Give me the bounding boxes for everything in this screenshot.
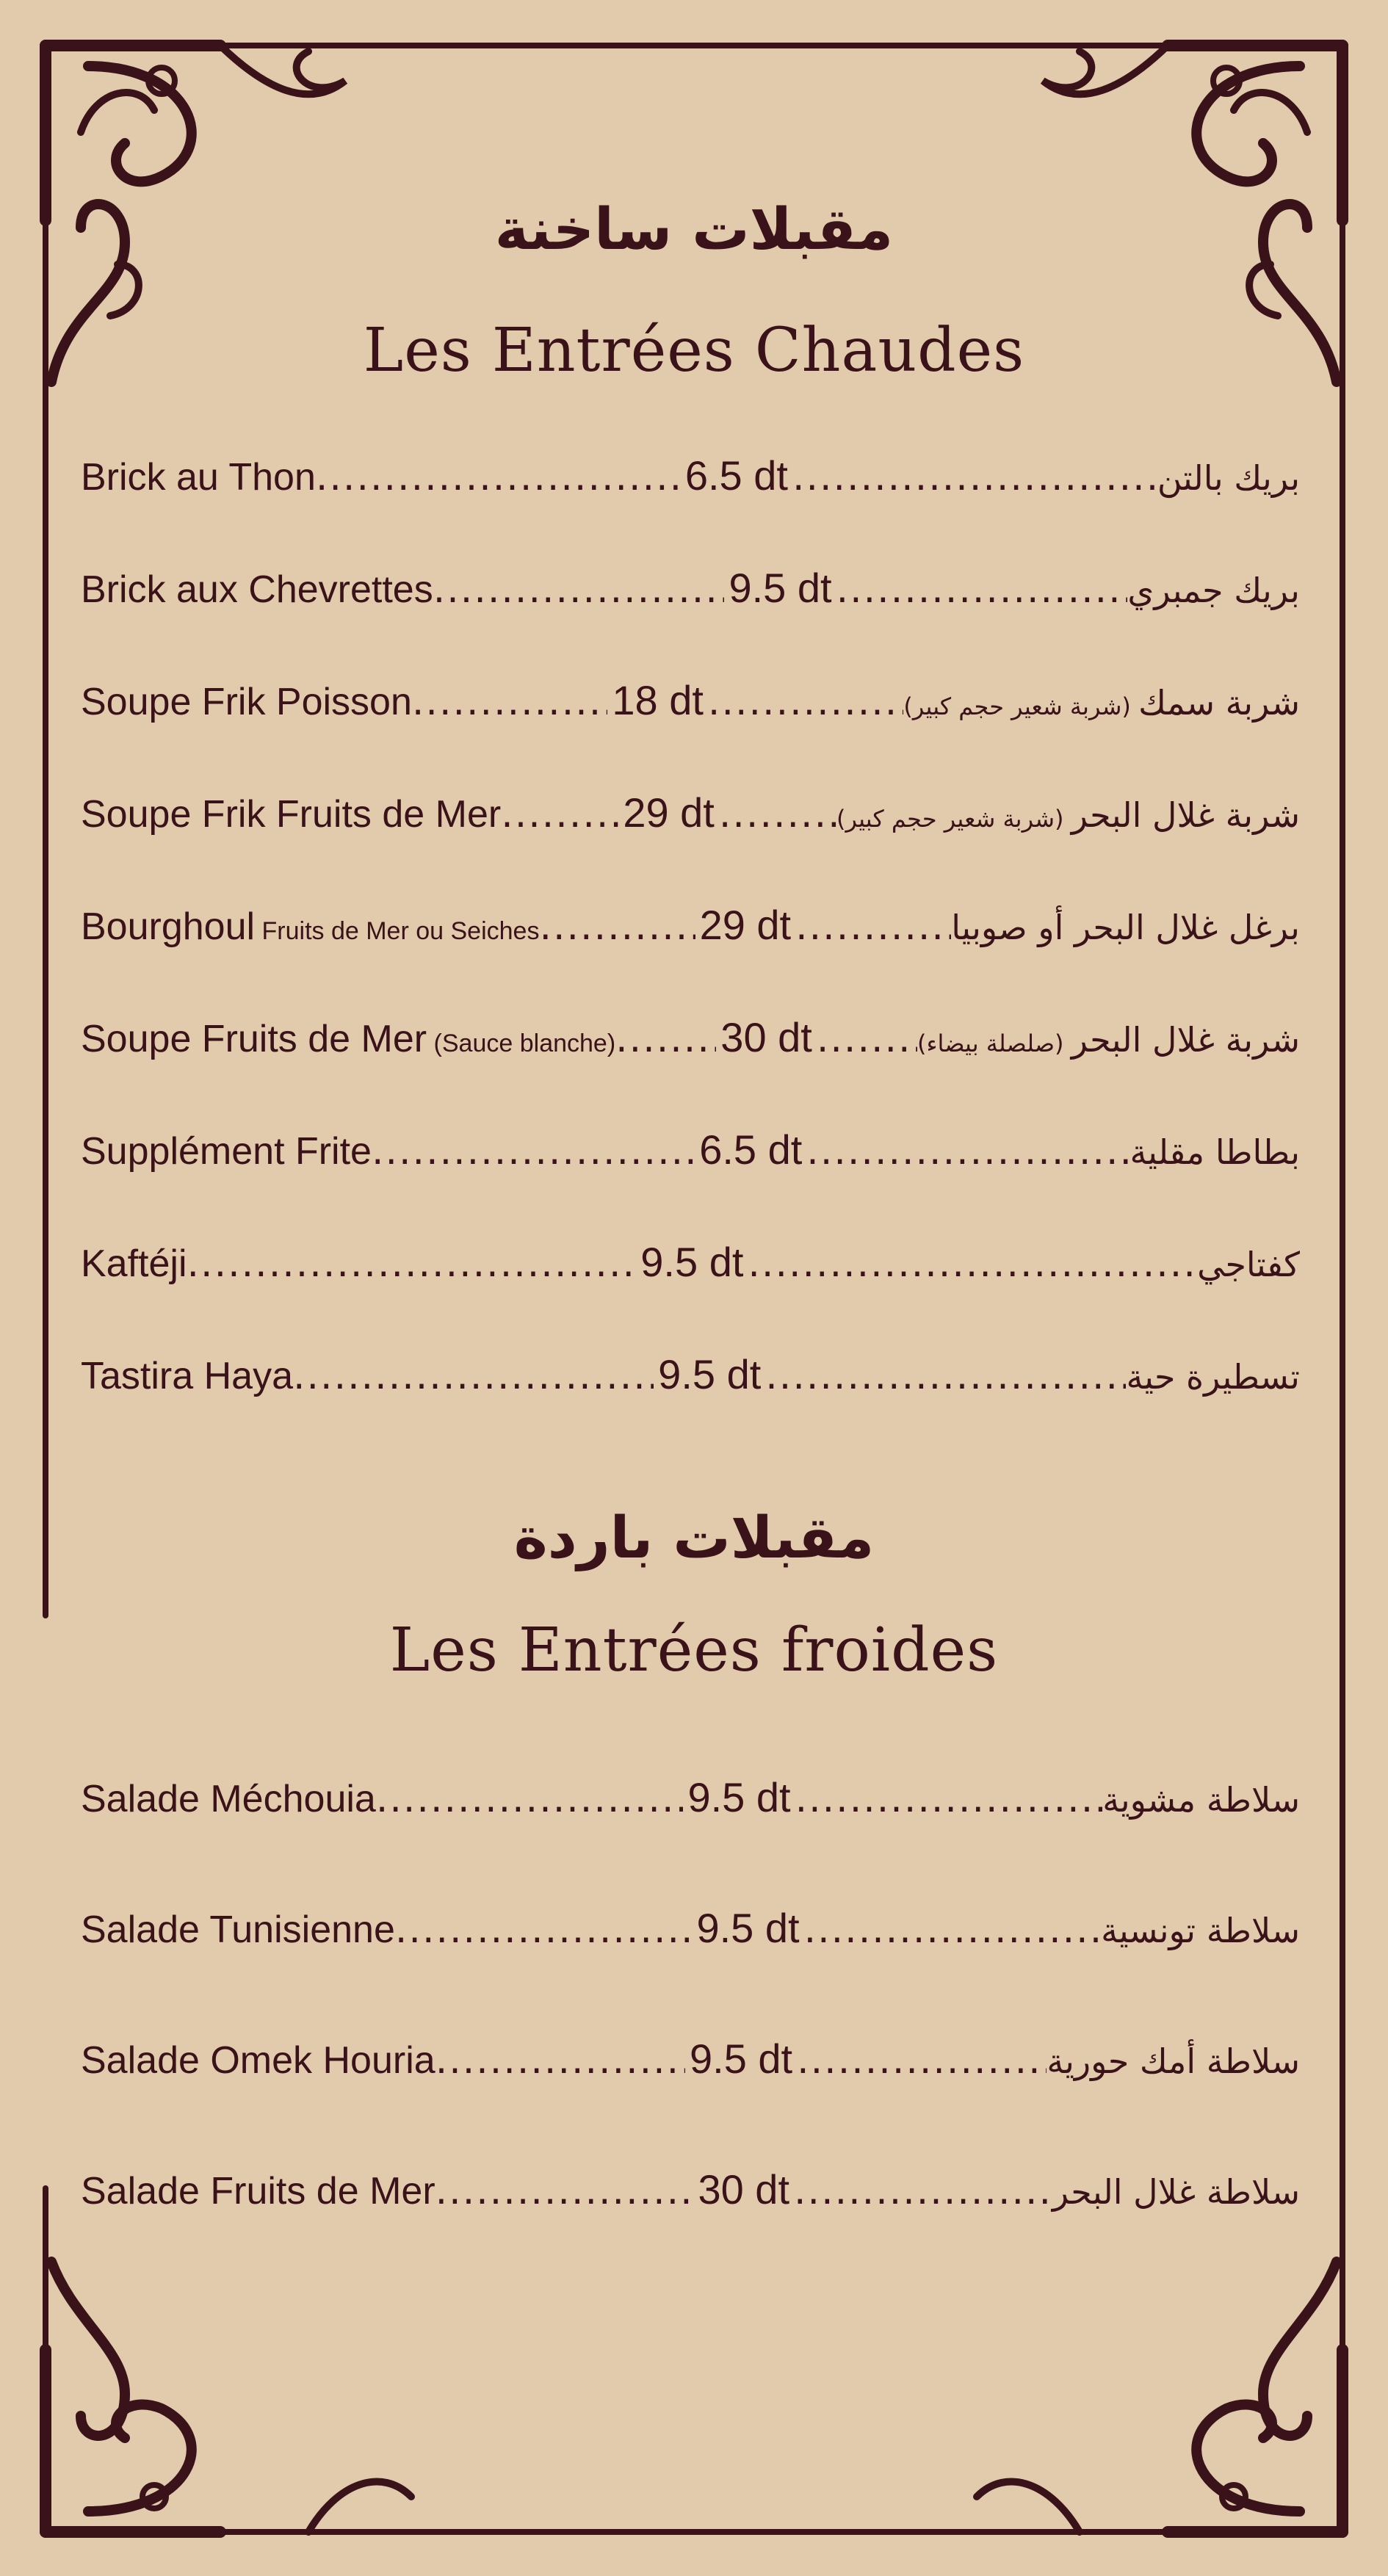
item-price: 9.5 dt bbox=[729, 565, 832, 611]
item-price: 29 dt bbox=[623, 789, 715, 836]
item-name-fr bbox=[81, 1129, 372, 1173]
menu-item bbox=[81, 789, 1300, 847]
dot-leader bbox=[765, 1354, 1126, 1398]
item-name-fr-text: Brick au Thon bbox=[81, 456, 316, 499]
dot-leader bbox=[316, 455, 681, 499]
item-name-ar bbox=[951, 908, 1300, 947]
item-name-fr bbox=[81, 2169, 435, 2213]
item-name-fr-text: Salade Méchouia bbox=[81, 1778, 376, 1820]
dot-leader bbox=[797, 2038, 1047, 2083]
dot-leader bbox=[719, 792, 836, 836]
item-name-ar bbox=[1102, 1780, 1300, 1820]
dot-leader bbox=[433, 568, 725, 612]
item-price: 9.5 dt bbox=[640, 1239, 744, 1285]
dot-leader bbox=[615, 1017, 716, 1061]
menu-item bbox=[81, 564, 1300, 623]
item-name-fr bbox=[81, 792, 501, 836]
item-name-fr-text: Brick aux Chevrettes bbox=[81, 568, 433, 611]
dot-leader bbox=[748, 1242, 1197, 1286]
cold-title-ar: مقبلات باردة bbox=[513, 1505, 875, 1571]
menu-item bbox=[81, 452, 1300, 510]
item-name-ar bbox=[1157, 458, 1300, 498]
item-name-fr-text: Soupe Frik Fruits de Mer bbox=[81, 793, 502, 836]
item-name-ar-text: شربة غلال البحر bbox=[1071, 1020, 1300, 1060]
item-name-fr bbox=[81, 1242, 187, 1286]
dot-leader bbox=[501, 792, 618, 836]
dot-leader bbox=[412, 680, 607, 724]
item-note-fr: (Sauce blanche) bbox=[427, 1030, 616, 1057]
item-name-ar-text: سلاطة تونسية bbox=[1101, 1911, 1300, 1950]
item-name-fr-text: Supplément Frite bbox=[81, 1130, 372, 1173]
dot-leader bbox=[795, 905, 951, 949]
item-name-ar bbox=[1052, 2172, 1300, 2212]
dot-leader bbox=[539, 905, 695, 949]
dot-leader bbox=[708, 680, 903, 724]
dot-leader bbox=[836, 568, 1128, 612]
dot-leader bbox=[187, 1242, 637, 1286]
dot-leader bbox=[435, 2169, 694, 2213]
item-name-ar-text: كفتاجي bbox=[1197, 1245, 1300, 1284]
menu-item bbox=[81, 1238, 1300, 1297]
item-price: 9.5 dt bbox=[687, 1774, 791, 1820]
item-name-fr bbox=[81, 568, 433, 612]
menu-item bbox=[81, 676, 1300, 735]
item-name-ar-text: برغل غلال البحر أو صوبيا bbox=[951, 908, 1300, 947]
item-name-ar bbox=[1126, 1357, 1300, 1397]
item-name-fr-text: Soupe Fruits de Mer bbox=[81, 1018, 427, 1060]
item-name-fr bbox=[81, 1908, 395, 1952]
menu-item bbox=[81, 1013, 1300, 1072]
item-name-fr-text: Soupe Frik Poisson bbox=[81, 681, 412, 723]
item-name-ar bbox=[1047, 2041, 1300, 2081]
item-name-fr bbox=[81, 1777, 376, 1821]
dot-leader bbox=[293, 1354, 654, 1398]
dot-leader bbox=[435, 2038, 685, 2083]
item-note-ar: (شربة شعير حجم كبير) bbox=[836, 805, 1071, 833]
item-name-fr bbox=[81, 1017, 615, 1061]
menu-item bbox=[81, 1350, 1300, 1409]
item-note-ar: (صلصلة بيضاء) bbox=[917, 1030, 1071, 1057]
item-name-ar bbox=[1130, 1132, 1300, 1172]
dot-leader bbox=[376, 1777, 684, 1821]
item-price: 6.5 dt bbox=[699, 1126, 803, 1173]
item-name-ar-text: بريك بالتن bbox=[1157, 458, 1300, 498]
item-name-ar-text: تسطيرة حية bbox=[1126, 1357, 1300, 1397]
item-name-ar bbox=[1101, 1911, 1300, 1950]
item-name-fr-text: Salade Tunisienne bbox=[81, 1909, 395, 1951]
item-name-ar-text: بريك جمبري bbox=[1127, 571, 1300, 610]
hot-title-ar: مقبلات ساخنة bbox=[494, 197, 894, 263]
item-name-ar bbox=[903, 683, 1300, 723]
item-name-fr-text: Kaftéji bbox=[81, 1242, 187, 1285]
menu-item bbox=[81, 2166, 1300, 2224]
item-price: 18 dt bbox=[612, 677, 704, 723]
menu-item bbox=[81, 1773, 1300, 1832]
item-name-fr-text: Bourghoul bbox=[81, 905, 256, 948]
dot-leader bbox=[817, 1017, 917, 1061]
hot-title-fr: Les Entrées Chaudes bbox=[363, 316, 1025, 386]
item-name-ar-text: سلاطة مشوية bbox=[1102, 1780, 1300, 1820]
item-name-ar-text: بطاطا مقلية bbox=[1129, 1132, 1300, 1172]
dot-leader bbox=[806, 1129, 1129, 1173]
item-name-fr bbox=[81, 2038, 435, 2083]
dot-leader bbox=[804, 1908, 1102, 1952]
item-price: 9.5 dt bbox=[696, 1905, 800, 1951]
item-name-fr bbox=[81, 905, 539, 949]
item-name-ar bbox=[917, 1020, 1300, 1060]
item-name-ar-text: شربة غلال البحر bbox=[1071, 795, 1300, 835]
menu-item bbox=[81, 2035, 1300, 2094]
item-price: 30 dt bbox=[698, 2166, 790, 2213]
dot-leader bbox=[372, 1129, 695, 1173]
menu-item bbox=[81, 1904, 1300, 1963]
item-name-ar-text: سلاطة أمك حورية bbox=[1047, 2041, 1300, 2081]
item-name-fr bbox=[81, 680, 412, 724]
menu-item bbox=[81, 1126, 1300, 1184]
dot-leader bbox=[792, 455, 1157, 499]
menu-item bbox=[81, 901, 1300, 960]
item-price: 9.5 dt bbox=[658, 1351, 762, 1397]
item-price: 6.5 dt bbox=[684, 452, 788, 499]
item-name-ar bbox=[1197, 1245, 1300, 1284]
item-price: 9.5 dt bbox=[690, 2036, 793, 2082]
item-name-fr-text: Salade Fruits de Mer bbox=[81, 2170, 435, 2213]
dot-leader bbox=[794, 2169, 1052, 2213]
item-price: 29 dt bbox=[699, 902, 792, 948]
item-name-ar-text: سلاطة غلال البحر bbox=[1052, 2172, 1300, 2212]
item-note-ar: (شربة شعير حجم كبير) bbox=[903, 692, 1139, 720]
item-name-fr bbox=[81, 455, 316, 499]
item-name-ar bbox=[836, 795, 1300, 835]
dot-leader bbox=[395, 1908, 693, 1952]
item-name-fr bbox=[81, 1354, 293, 1398]
item-price: 30 dt bbox=[720, 1014, 812, 1060]
cold-title-fr: Les Entrées froides bbox=[389, 1616, 999, 1685]
dot-leader bbox=[795, 1777, 1103, 1821]
item-name-ar bbox=[1127, 571, 1300, 610]
item-note-fr: Fruits de Mer ou Seiches bbox=[255, 917, 540, 945]
item-name-ar-text: شربة سمك bbox=[1138, 683, 1300, 723]
item-name-fr-text: Salade Omek Houria bbox=[81, 2039, 435, 2082]
item-name-fr-text: Tastira Haya bbox=[81, 1355, 293, 1397]
